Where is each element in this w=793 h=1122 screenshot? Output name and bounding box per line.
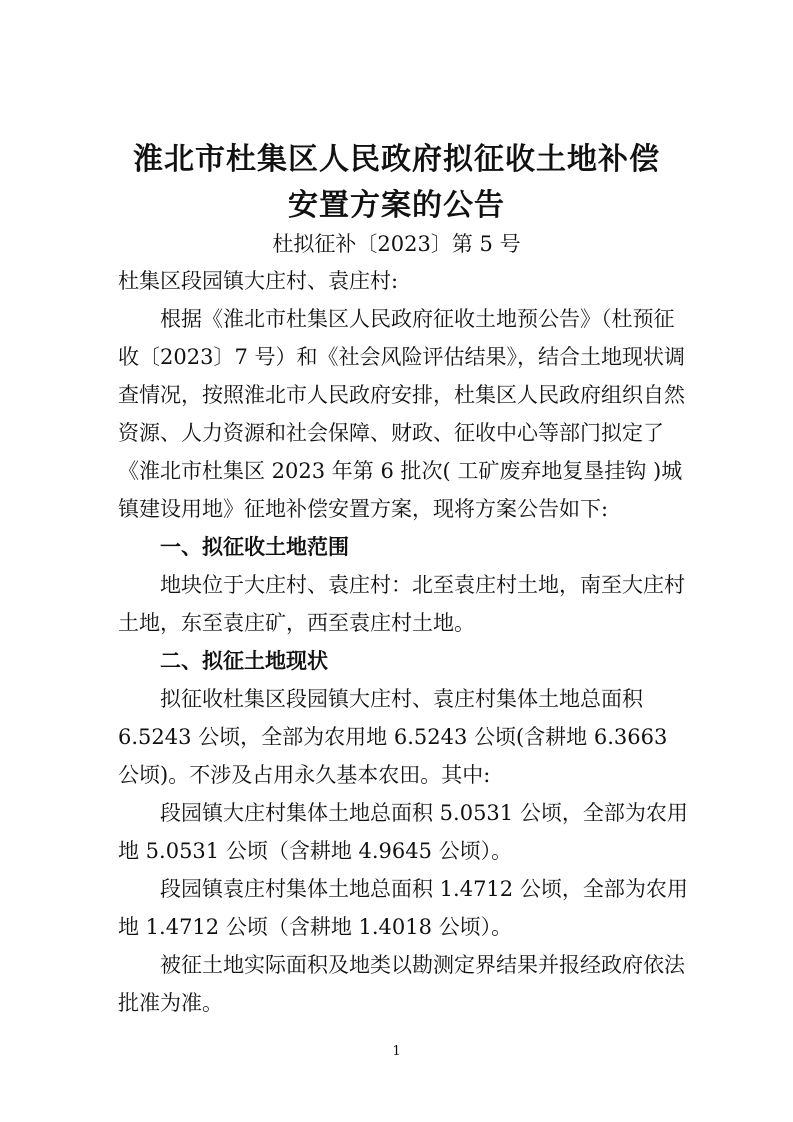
section-1-paragraph: 地块位于大庄村、袁庄村：北至袁庄村土地，南至大庄村土地，东至袁庄矿，西至袁庄村土地。 bbox=[118, 573, 685, 635]
note-paragraph: 被征土地实际面积及地类以勘测定界结果并报经政府依法批准为准。 bbox=[118, 953, 685, 1015]
addressee: 杜集区段园镇大庄村、袁庄村: bbox=[118, 269, 399, 293]
document-body bbox=[118, 262, 688, 1022]
section-2-paragraph: 拟征收杜集区段园镇大庄村、袁庄村集体土地总面积 6.5243 公顷，全部为农用地 6.5243 公顷(含耕地 6.3663 公顷)。不涉及占用永久基本农田。其中: bbox=[118, 687, 668, 787]
document-title-line-1: 淮北市杜集区人民政府拟征收土地补偿 bbox=[133, 142, 660, 177]
document-title-line-2: 安置方案的公告 bbox=[288, 188, 505, 223]
dazhuang-paragraph: 段园镇大庄村集体土地总面积 5.0531 公顷，全部为农用地 5.0531 公顷（含耕地 4.9645 公顷）。 bbox=[118, 801, 688, 863]
yuanzhuang-paragraph: 段园镇袁庄村集体土地总面积 1.4712 公顷，全部为农用地 1.4712 公顷（含耕地 1.4018 公顷）。 bbox=[118, 877, 688, 939]
section-2-heading: 二、拟征土地现状 bbox=[160, 649, 328, 673]
intro-paragraph: 根据《淮北市杜集区人民政府征收土地预公告》（杜预征收〔2023〕7 号）和《社会风险评估结果》，结合土地现状调查情况，按照淮北市人民政府安排，杜集区人民政府组织自然资源、人力资源和社会保障、财政、征收中心等部门拟定了《淮北市杜集区 2023 年第 6 批次( 工矿废弃地复垦挂钩 )城镇建设用地》征地补偿安置方案，现将方案公告如下: bbox=[118, 307, 685, 521]
page-number: 1 bbox=[392, 1044, 401, 1059]
document-number: 杜拟征补〔2023〕第 5 号 bbox=[272, 232, 521, 256]
section-1-heading: 一、拟征收土地范围 bbox=[160, 535, 349, 559]
